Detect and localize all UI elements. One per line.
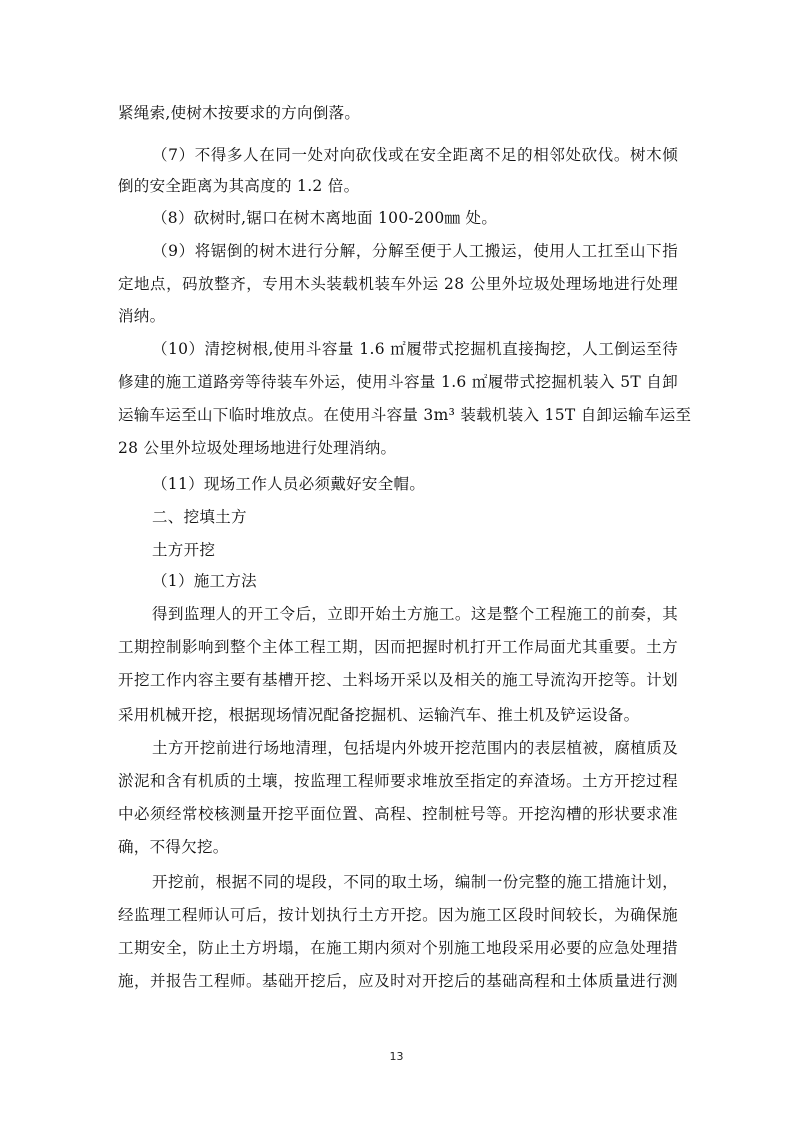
text-line: 得到监理人的开工令后，立即开始土方施工。这是整个工程施工的前奏，其 (152, 605, 678, 623)
text-line: 28 公里外垃圾处理场地进行处理消纳。 (118, 439, 397, 457)
text-line: （11）现场工作人员必须戴好安全帽。 (152, 475, 426, 493)
text-line: 淤泥和含有机质的土壤，按监理工程师要求堆放至指定的弃渣场。土方开挖过程 (118, 772, 678, 790)
subsection-heading: 土方开挖 (152, 541, 216, 559)
text-line: 经监理工程师认可后，按计划执行土方开挖。因为施工区段时间较长，为确保施 (118, 906, 678, 924)
text-line: 开挖工作内容主要有基槽开挖、土料场开采以及相关的施工导流沟开挖等。计划 (118, 671, 678, 689)
text-line: 紧绳索,使树木按要求的方向倒落。 (118, 104, 361, 122)
text-line: 定地点，码放整齐，专用木头装载机装车外运 28 公里外垃圾处理场地进行处理 (118, 275, 678, 293)
text-line: 采用机械开挖，根据现场情况配备挖掘机、运输汽车、推土机及铲运设备。 (118, 706, 640, 724)
text-line: 工期控制影响到整个主体工程工期，因而把握时机打开工作局面尤其重要。土方 (118, 638, 678, 656)
text-line: 开挖前，根据不同的堤段，不同的取土场，编制一份完整的施工措施计划， (152, 873, 678, 891)
text-line: （7）不得多人在同一处对向砍伐或在安全距离不足的相邻处砍伐。树木倾 (152, 146, 678, 164)
text-line: （9）将锯倒的树木进行分解，分解至便于人工搬运，使用人工扛至山下指 (152, 242, 678, 260)
text-line: （10）清挖树根,使用斗容量 1.6 ㎡履带式挖掘机直接掏挖，人工倒运至待 (152, 340, 678, 358)
text-line: 施，并报告工程师。基础开挖后，应及时对开挖后的基础高程和土体质量进行测 (118, 972, 678, 990)
section-heading: 二、挖填土方 (152, 508, 247, 526)
text-line: （8）砍树时,锯口在树木离地面 100-200㎜ 处。 (152, 209, 498, 227)
text-line: 消纳。 (118, 307, 166, 325)
text-line: 确，不得欠挖。 (118, 838, 229, 856)
text-line: 倒的安全距离为其高度的 1.2 倍。 (118, 177, 360, 195)
item-heading: （1）施工方法 (152, 572, 257, 590)
text-line: 土方开挖前进行场地清理，包括堤内外坡开挖范围内的表层植被，腐植质及 (152, 739, 678, 757)
text-line: 中必须经常校核测量开挖平面位置、高程、控制桩号等。开挖沟槽的形状要求准 (118, 805, 678, 823)
text-line: 修建的施工道路旁等待装车外运，使用斗容量 1.6 ㎡履带式挖掘机装入 5T 自卸 (118, 373, 678, 391)
text-line: 工期安全，防止土方坍塌，在施工期内须对个别施工地段采用必要的应急处理措 (118, 939, 678, 957)
page-number: 13 (389, 1050, 404, 1063)
text-line: 运输车运至山下临时堆放点。在使用斗容量 3m³ 装载机装入 15T 自卸运输车运至 (118, 406, 692, 424)
